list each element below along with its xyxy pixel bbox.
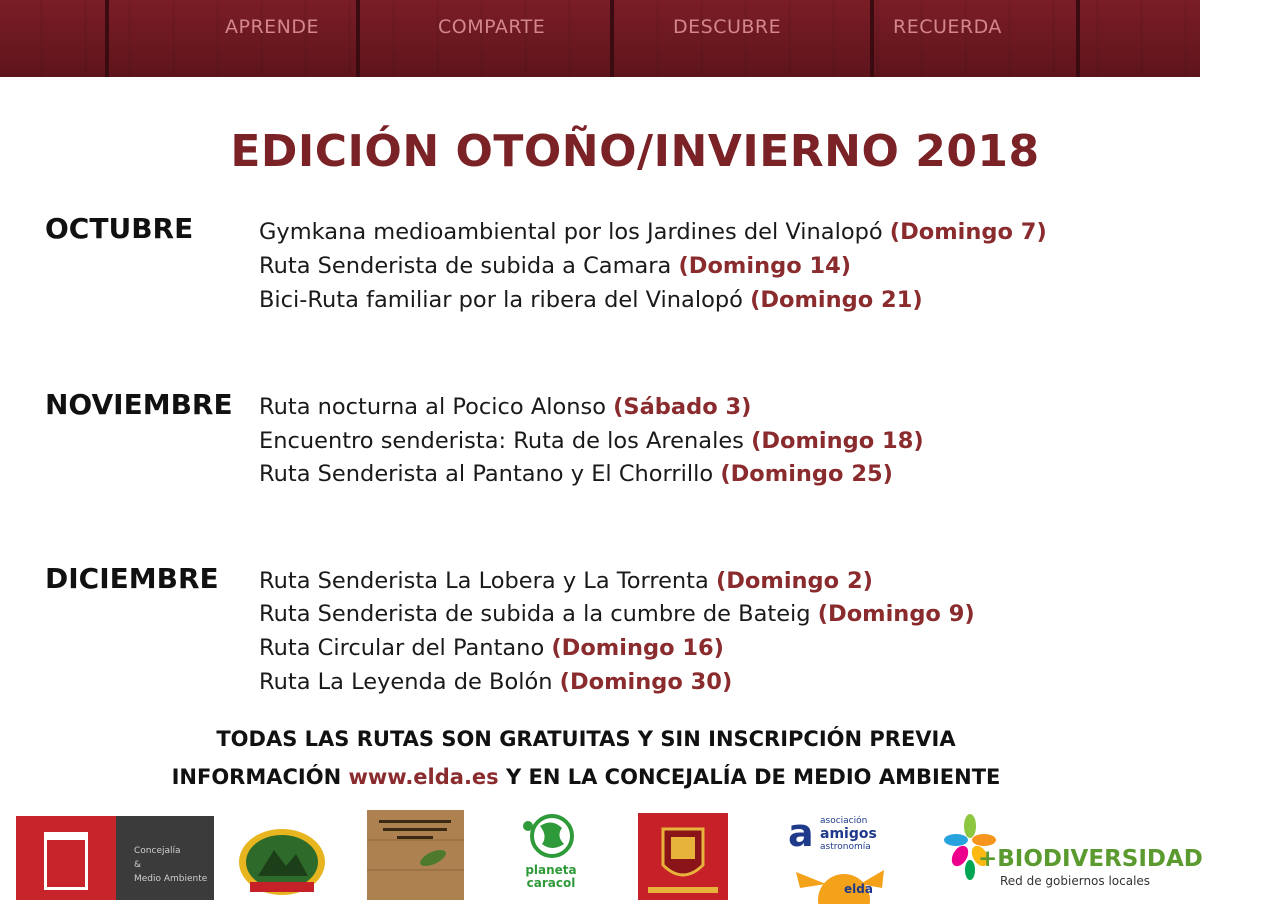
nav-recuerda[interactable]: RECUERDA [893,16,1002,38]
event-item [259,632,724,664]
badge-emblem-icon [236,826,328,898]
footer-info [0,765,1172,789]
event-date: (Domingo 7) [889,219,1047,245]
event-text: Ruta nocturna al Pocico Alonso [259,394,606,420]
event-text: Bici-Ruta familiar por la ribera del Vinalopó [259,287,743,313]
nav-aprende[interactable]: APRENDE [225,16,320,38]
shield-crest-icon [638,813,728,900]
plank-divider [870,0,874,77]
biodiversidad-network-logo [942,812,1203,892]
plank-divider [105,0,109,77]
planeta-caracol-logo [512,812,590,900]
event-item [259,565,873,597]
astro-text: asociación [820,816,868,826]
nav-comparte[interactable]: COMPARTE [438,16,546,38]
month-noviembre: NOVIEMBRE [45,388,233,421]
event-item [259,391,751,423]
month-diciembre: DICIEMBRE [45,562,219,595]
planeta-word: planeta [525,863,577,877]
event-item [259,666,732,698]
volunteer-wood-sign-logo [367,810,464,900]
event-date: (Domingo 16) [551,635,724,661]
month-octubre: OCTUBRE [45,212,194,245]
red-heraldic-crest-logo [638,813,728,900]
footer-info-suffix: Y EN LA CONCEJALÍA DE MEDIO AMBIENTE [498,765,1001,789]
caracol-word: caracol [526,876,576,890]
astro-text: elda [844,882,873,896]
logo-grey-panel [116,816,214,900]
astro-text: amigos [820,826,877,842]
plank-divider [1076,0,1080,77]
event-item [259,284,923,316]
plank-divider [356,0,360,77]
event-date: (Domingo 14) [678,253,852,279]
event-date: (Domingo 25) [720,461,893,487]
logo-text: Medio Ambiente [134,874,208,884]
event-text: Ruta La Leyenda de Bolón [259,669,553,695]
bio-title: +BIODIVERSIDAD [978,846,1203,872]
event-date: (Domingo 21) [750,287,923,313]
event-text: Ruta Senderista al Pantano y El Chorrillo [259,461,714,487]
event-date: (Sábado 3) [613,394,752,420]
event-text: Ruta Senderista de subida a la cumbre de Bateig [259,601,811,627]
event-date: (Domingo 9) [817,601,975,627]
plank-divider [610,0,614,77]
event-item [259,250,851,282]
footer-info-prefix: INFORMACIÓN [171,765,349,789]
footer-notice: TODAS LAS RUTAS SON GRATUITAS Y SIN INSCRIPCIÓN PREVIA [216,727,956,751]
elda-council-logo [16,816,214,900]
event-text: Ruta Senderista La Lobera y La Torrenta [259,568,709,594]
event-text: Ruta Circular del Pantano [259,635,545,661]
event-item [259,216,1047,248]
svg-text:a: a [788,811,814,855]
castle-crest-icon [44,832,88,890]
nav-descubre[interactable]: DESCUBRE [673,16,782,38]
event-date: (Domingo 18) [751,428,924,454]
planeta-text [512,864,590,890]
event-date: (Domingo 2) [715,568,873,594]
bio-subtitle: Red de gobiernos locales [1000,874,1151,888]
astronomy-association-logo [786,812,890,900]
logo-text: & [134,860,142,870]
header-bar [0,0,1200,77]
wood-sign-icon [367,810,464,900]
event-item [259,598,975,630]
page-title: EDICIÓN OTOÑO/INVIERNO 2018 [230,126,1040,177]
event-text: Ruta Senderista de subida a Camara [259,253,672,279]
event-item [259,425,924,457]
green-globe-icon [512,812,590,868]
hiking-club-badge-logo [236,826,328,898]
website-link[interactable]: www.elda.es [348,765,499,789]
event-date: (Domingo 30) [559,669,733,695]
event-item [259,458,893,490]
logo-text: Concejalía [134,846,181,856]
event-text: Encuentro senderista: Ruta de los Arenales [259,428,744,454]
astro-text: astronomía [820,842,871,852]
event-text: Gymkana medioambiental por los Jardines del Vinalopó [259,219,883,245]
